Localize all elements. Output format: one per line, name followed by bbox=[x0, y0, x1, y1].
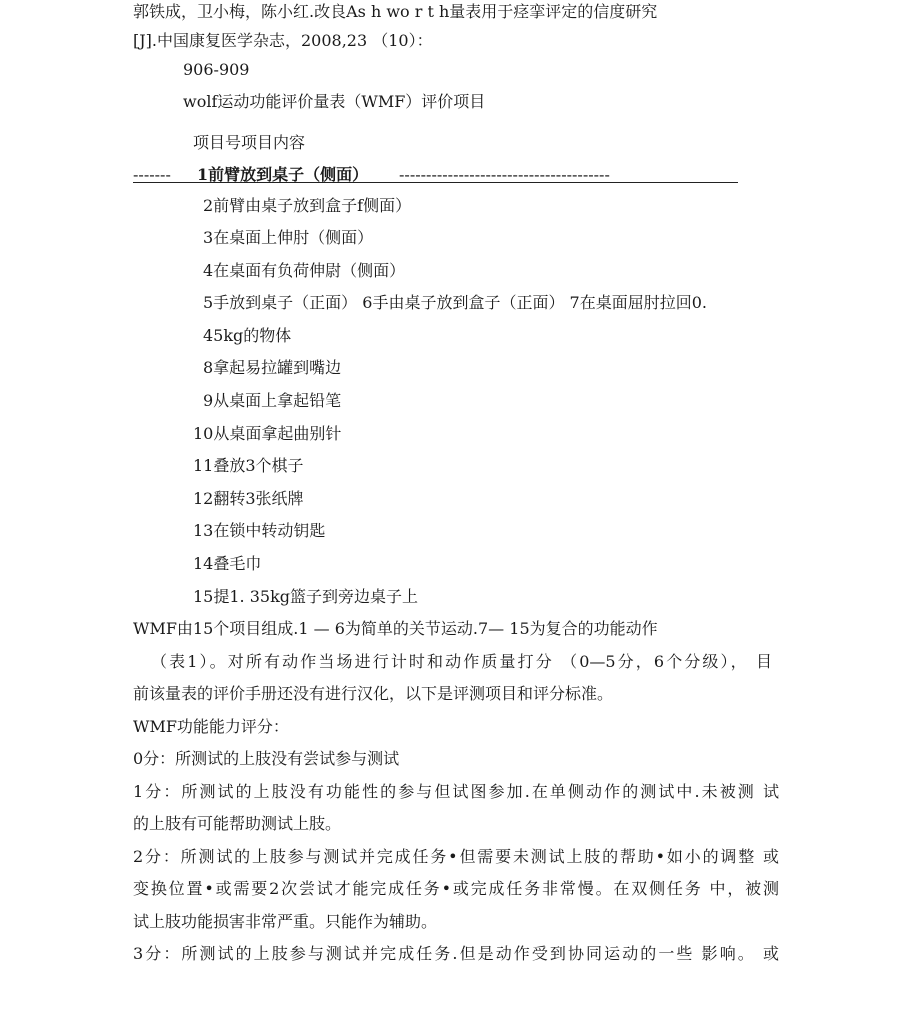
item-1-underline bbox=[133, 182, 738, 183]
item-5-7: 5手放到桌子（正面） 6手由桌子放到盒子（正面） 7在桌面屈肘拉回0. bbox=[203, 293, 707, 312]
reference-line-2: [J].中国康复医学杂志，2008,23 （10）： bbox=[133, 31, 433, 50]
item-14: 14叠毛巾 bbox=[193, 554, 262, 573]
score-2-line-3: 试上肢功能损害非常严重。只能作为辅助。 bbox=[133, 912, 438, 931]
reference-pages: 906-909 bbox=[183, 60, 250, 79]
item-12: 12翻转3张纸牌 bbox=[193, 489, 304, 508]
scoring-heading: WMF功能能力评分： bbox=[133, 717, 289, 736]
score-1-line-2: 的上肢有可能帮助测试上肢。 bbox=[133, 814, 342, 833]
item-1-label: 1前臂放到桌子（侧面） bbox=[197, 165, 369, 184]
item-1-row bbox=[133, 164, 738, 186]
item-7-continuation: 45kg的物体 bbox=[203, 326, 292, 345]
paragraph-line-3: 前该量表的评价手册还没有进行汉化，以下是评测项目和评分标准。 bbox=[133, 684, 614, 703]
item-9: 9从桌面上拿起铅笔 bbox=[203, 391, 342, 410]
table-title: wolf运动功能评价量表（WMF）评价项目 bbox=[183, 92, 486, 111]
score-3-line-1: 3分：所测试的上肢参与测试并完成任务.但是动作受到协同运动的一些 影响。 或 bbox=[133, 944, 779, 963]
item-1-trailing-dashes: --------------------------------------- bbox=[399, 165, 610, 184]
item-2: 2前臂由桌子放到盒子f侧面） bbox=[203, 196, 412, 215]
item-10: 10从桌面拿起曲别针 bbox=[193, 424, 342, 443]
paragraph-line-2: （表1）。对所有动作当场进行计时和动作质量打分 （0—5分，6个分级）， 目 bbox=[151, 652, 772, 671]
item-3: 3在桌面上伸肘（侧面） bbox=[203, 228, 374, 247]
item-11: 11叠放3个棋子 bbox=[193, 456, 304, 475]
item-15: 15提1. 35kg篮子到旁边桌子上 bbox=[193, 587, 419, 606]
item-13: 13在锁中转动钥匙 bbox=[193, 521, 326, 540]
reference-line-1: 郭铁成，卫小梅，陈小红.改良As h wo r t h量表用于痉挛评定的信度研究 bbox=[133, 2, 658, 21]
table-header: 项目号项目内容 bbox=[193, 133, 306, 152]
score-1-line-1: 1分：所测试的上肢没有功能性的参与但试图参加.在单侧动作的测试中.未被测 试 bbox=[133, 782, 779, 801]
item-8: 8拿起易拉罐到嘴边 bbox=[203, 358, 342, 377]
item-4: 4在桌面有负荷伸尉（侧面） bbox=[203, 261, 406, 280]
paragraph-line-1: WMF由15个项目组成.1 — 6为简单的关节运动.7— 15为复合的功能动作 bbox=[133, 619, 658, 638]
score-2-line-2: 变换位置•或需要2次尝试才能完成任务•或完成任务非常慢。在双侧任务 中，被测 bbox=[133, 879, 779, 898]
item-1-leading-dashes: ------- bbox=[133, 165, 171, 184]
score-2-line-1: 2分：所测试的上肢参与测试并完成任务•但需要未测试上肢的帮助•如小的调整 或 bbox=[133, 847, 779, 866]
score-0: 0分：所测试的上肢没有尝试参与测试 bbox=[133, 749, 400, 768]
